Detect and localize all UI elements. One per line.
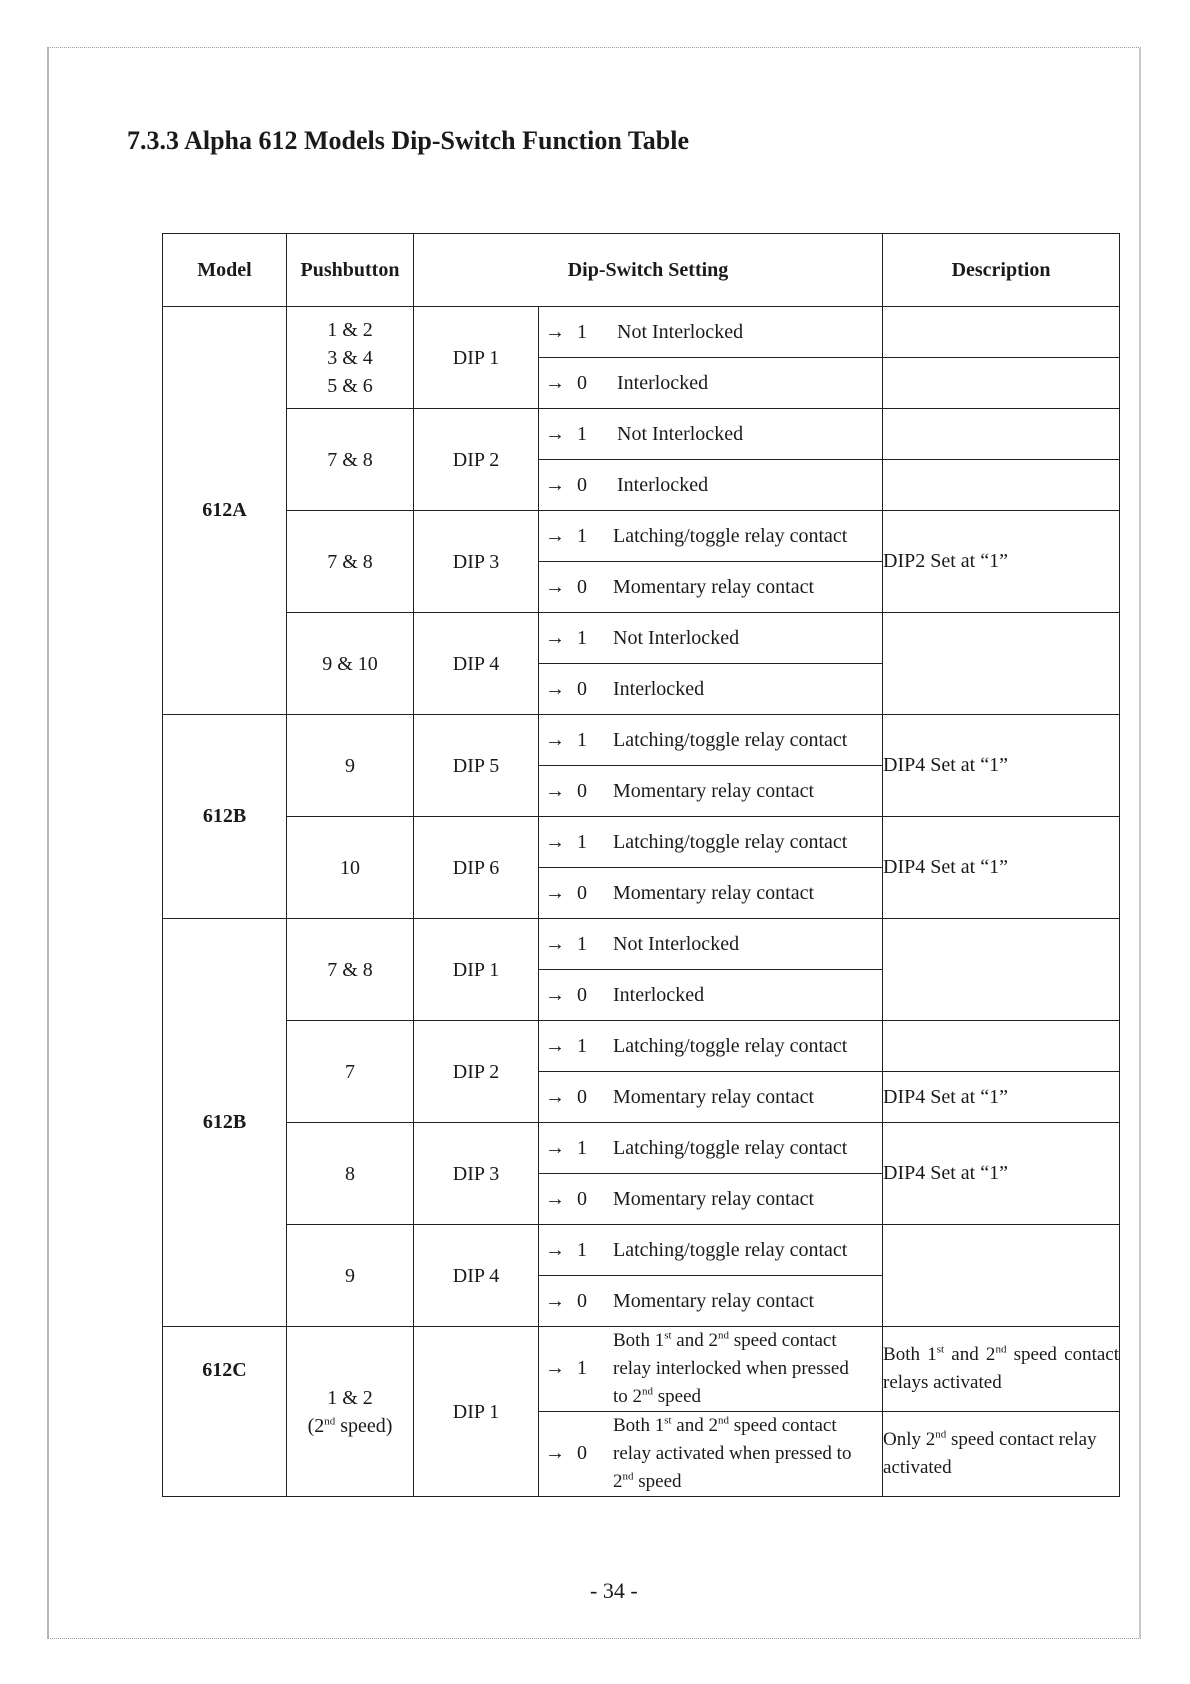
arrow-icon: →: [545, 371, 565, 394]
setting-cell: → 1 Not Interlocked: [539, 613, 883, 664]
arrow-icon: →: [545, 728, 565, 751]
pushbutton-cell: 7 & 8: [287, 409, 414, 511]
dip-cell: DIP 2: [414, 1021, 539, 1123]
description-cell: DIP4 Set at “1”: [883, 1123, 1120, 1225]
description-cell: DIP4 Set at “1”: [883, 817, 1120, 919]
pushbutton-cell: 7 & 8: [287, 511, 414, 613]
setting-cell: → 0 Momentary relay contact: [539, 1276, 883, 1327]
table-row: [163, 715, 1120, 766]
model-cell: 612A: [163, 307, 287, 715]
setting-cell: → 0 Momentary relay contact: [539, 766, 883, 817]
header-row: [163, 234, 1120, 307]
page-number: - 34 -: [590, 1578, 638, 1603]
pushbutton-cell: 9: [287, 1225, 414, 1327]
description-cell: DIP2 Set at “1”: [883, 511, 1120, 613]
pushbutton-cell: 10: [287, 817, 414, 919]
description-cell: [883, 613, 1120, 715]
arrow-icon: →: [545, 1289, 565, 1312]
dip-cell: DIP 6: [414, 817, 539, 919]
arrow-icon: →: [545, 1441, 565, 1464]
model-cell: 612B: [163, 715, 287, 919]
setting-cell: → 0 Momentary relay contact: [539, 868, 883, 919]
description-cell: Only 2nd speed contact relay activated: [883, 1412, 1120, 1497]
dip-cell: DIP 3: [414, 511, 539, 613]
setting-cell: → 0 Interlocked: [539, 358, 883, 409]
pushbutton-cell: 9 & 10: [287, 613, 414, 715]
setting-cell: → 0 Momentary relay contact: [539, 562, 883, 613]
arrow-icon: →: [545, 779, 565, 802]
table-row: [163, 307, 1120, 358]
arrow-icon: →: [545, 1356, 565, 1379]
setting-cell: → 0 Momentary relay contact: [539, 1072, 883, 1123]
setting-cell: → 1 Latching/toggle relay contact: [539, 715, 883, 766]
description-cell: [883, 358, 1120, 409]
page-title: 7.3.3 Alpha 612 Models Dip-Switch Function Table: [127, 126, 689, 155]
arrow-icon: →: [545, 473, 565, 496]
pushbutton-cell: 1 & 2 (2nd speed): [287, 1327, 414, 1497]
dip-cell: DIP 2: [414, 409, 539, 511]
arrow-icon: →: [545, 422, 565, 445]
pushbutton-cell: 7: [287, 1021, 414, 1123]
setting-cell: → 1 Not Interlocked: [539, 919, 883, 970]
dip-cell: DIP 3: [414, 1123, 539, 1225]
model-cell: 612C: [163, 1327, 287, 1497]
dip-cell: DIP 4: [414, 1225, 539, 1327]
description-cell: DIP4 Set at “1”: [883, 1072, 1120, 1123]
setting-cell: → 1 Latching/toggle relay contact: [539, 817, 883, 868]
setting-cell: → 0 Interlocked: [539, 970, 883, 1021]
description-cell: DIP4 Set at “1”: [883, 715, 1120, 817]
table-row: [163, 1225, 1120, 1276]
arrow-icon: →: [545, 320, 565, 343]
pushbutton-cell: 9: [287, 715, 414, 817]
table-row: [163, 1327, 1120, 1412]
table-row: [163, 919, 1120, 970]
setting-cell: → 1 Not Interlocked: [539, 409, 883, 460]
arrow-icon: →: [545, 626, 565, 649]
description-cell: [883, 919, 1120, 1021]
model-cell: 612B: [163, 919, 287, 1327]
arrow-icon: →: [545, 830, 565, 853]
table-row: [163, 1123, 1120, 1174]
arrow-icon: →: [545, 932, 565, 955]
description-cell: [883, 460, 1120, 511]
dip-cell: DIP 4: [414, 613, 539, 715]
setting-cell: → 1 Latching/toggle relay contact: [539, 1123, 883, 1174]
dip-cell: DIP 1: [414, 919, 539, 1021]
header-dip-setting: Dip-Switch Setting: [414, 234, 883, 307]
dip-cell: DIP 5: [414, 715, 539, 817]
description-cell: [883, 409, 1120, 460]
arrow-icon: →: [545, 881, 565, 904]
dip-cell: DIP 1: [414, 1327, 539, 1497]
header-model: Model: [163, 234, 287, 307]
setting-cell: → 1 Latching/toggle relay contact: [539, 1225, 883, 1276]
pushbutton-cell: 1 & 2 3 & 4 5 & 6: [287, 307, 414, 409]
setting-cell: → 1 Latching/toggle relay contact: [539, 1021, 883, 1072]
setting-cell: → 0 Interlocked: [539, 460, 883, 511]
arrow-icon: →: [545, 1085, 565, 1108]
table-row: [163, 613, 1120, 664]
setting-cell: → 0 Momentary relay contact: [539, 1174, 883, 1225]
header-pushbutton: Pushbutton: [287, 234, 414, 307]
header-description: Description: [883, 234, 1120, 307]
arrow-icon: →: [545, 1187, 565, 1210]
setting-cell: → 0 Interlocked: [539, 664, 883, 715]
dip-switch-table: [162, 233, 1120, 1497]
description-cell: [883, 307, 1120, 358]
setting-cell: → 1 Latching/toggle relay contact: [539, 511, 883, 562]
arrow-icon: →: [545, 1136, 565, 1159]
setting-cell: → 0Both 1st and 2nd speed contact relay activated when pressed to 2nd speed: [539, 1412, 883, 1497]
dip-cell: DIP 1: [414, 307, 539, 409]
description-cell: [883, 1225, 1120, 1327]
table-row: [163, 1021, 1120, 1072]
setting-cell: → 1Both 1st and 2nd speed contact relay interlocked when pressed to 2nd speed: [539, 1327, 883, 1412]
description-cell: Both 1st and 2nd speed contact relays activated: [883, 1327, 1120, 1412]
arrow-icon: →: [545, 983, 565, 1006]
arrow-icon: →: [545, 1238, 565, 1261]
pushbutton-cell: 7 & 8: [287, 919, 414, 1021]
arrow-icon: →: [545, 575, 565, 598]
table-row: [163, 511, 1120, 562]
description-cell: [883, 1021, 1120, 1072]
table-row: [163, 817, 1120, 868]
pushbutton-cell: 8: [287, 1123, 414, 1225]
arrow-icon: →: [545, 677, 565, 700]
table-row: [163, 409, 1120, 460]
arrow-icon: →: [545, 524, 565, 547]
arrow-icon: →: [545, 1034, 565, 1057]
setting-cell: → 1 Not Interlocked: [539, 307, 883, 358]
